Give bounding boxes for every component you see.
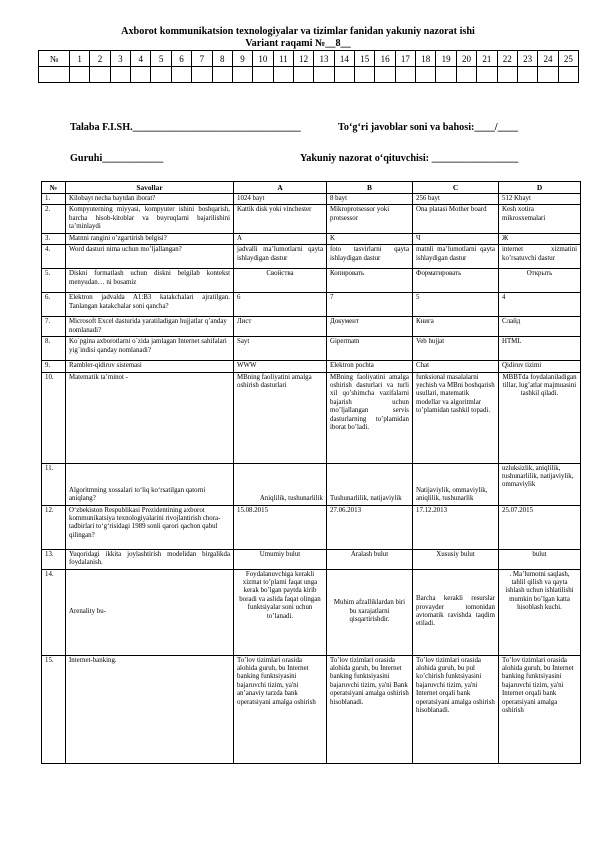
answer-number: 7 — [192, 51, 212, 67]
answer-cell[interactable] — [538, 67, 558, 83]
question-number: 11. — [42, 463, 66, 505]
answer-cell[interactable] — [375, 67, 395, 83]
option-a[interactable]: jadvalli ma’lumotlarni qayta ishlaydigan dastur — [234, 245, 327, 269]
option-d[interactable]: MBBTda foydalaniladigan tillar, lug’atlar majmuasini tashkil qiladi. — [499, 372, 581, 463]
option-c[interactable]: Форматировать — [413, 269, 499, 293]
answer-cell[interactable] — [314, 67, 334, 83]
answer-cell[interactable] — [253, 67, 273, 83]
question-number: 1. — [42, 194, 66, 205]
answer-cell[interactable] — [558, 67, 578, 83]
question-number: 14. — [42, 569, 66, 655]
question-text: Internet-banking. — [66, 655, 234, 763]
questions-table — [41, 181, 581, 764]
answer-cell[interactable] — [416, 67, 436, 83]
option-c[interactable]: 5 — [413, 293, 499, 317]
option-a[interactable]: MBning faoliyatini amalga oshirish dasturlari — [234, 372, 327, 463]
option-b[interactable]: 27.06.2013 — [327, 505, 413, 549]
answer-cell[interactable] — [131, 67, 151, 83]
question-number: 10. — [42, 372, 66, 463]
question-number: 13. — [42, 549, 66, 569]
option-d[interactable]: uzluksizlik, aniqlilik, tushunarlilik, natijaviylik, ommaviylik — [499, 463, 581, 505]
question-row — [42, 549, 581, 569]
answer-cell[interactable] — [39, 67, 70, 83]
option-b[interactable]: Aralash bulut — [327, 549, 413, 569]
answer-number: 21 — [477, 51, 497, 67]
document-title: Axborot kommunikatsion texnologiyalar va tizimlar fanidan yakuniy nazorat ishi — [121, 26, 475, 37]
answer-number: 10 — [253, 51, 273, 67]
option-c[interactable]: Natijaviylik, ommaviylik, aniqlilik, tushunarlik — [413, 463, 499, 505]
group-line: Guruhi____________ — [70, 153, 164, 164]
answer-cell[interactable] — [90, 67, 110, 83]
answer-number: 2 — [90, 51, 110, 67]
answer-number: 9 — [232, 51, 252, 67]
option-d[interactable]: Ж — [499, 233, 581, 244]
answer-number: 13 — [314, 51, 334, 67]
question-text: Matematik ta’minot - — [66, 372, 234, 463]
question-text: O‘zbekiston Respublikasi Prezidentining axborot kommunikatsiya texnologiyalarini rivojlantirish chora-tadbirlari to‘g‘risidagi 1989 sonli qarori qachon qabul qilingan? — [66, 505, 234, 549]
option-d[interactable]: Qidiruv tizimi — [499, 361, 581, 372]
question-text: Word dasturi nima uchun mo’ljallangan? — [66, 245, 234, 269]
answer-cell[interactable] — [171, 67, 191, 83]
answer-number: 5 — [151, 51, 171, 67]
question-number: 3. — [42, 233, 66, 244]
option-b[interactable]: Elektron pochta — [327, 361, 413, 372]
question-text: Arenality bu- — [66, 569, 234, 655]
option-c[interactable]: matnli ma’lumotlarni qayta ishlaydigan dastur — [413, 245, 499, 269]
answer-cell[interactable] — [293, 67, 313, 83]
option-b[interactable]: 8 bayt — [327, 194, 413, 205]
option-d[interactable]: . Ma’lumotni saqlash, tahlil qilish va qayta ishlash uchun ishlatilishi mumkin bo’lgan katta hisoblash kuchi. — [499, 569, 581, 655]
option-a[interactable]: Лист — [234, 317, 327, 337]
option-c[interactable]: Ona platasi Mother board — [413, 205, 499, 233]
option-d[interactable]: HTML — [499, 337, 581, 361]
option-d[interactable]: 4 — [499, 293, 581, 317]
option-b[interactable]: To’lov tizimlari orasida alohida guruh, bu Internet banking funktsiyasini bajaruvchi tizim, ya'ni Bank operatsiyani amalga oshirish hisoblanadi. — [327, 655, 413, 763]
answer-grid — [38, 50, 579, 83]
option-a[interactable]: 6 — [234, 293, 327, 317]
question-row — [42, 372, 581, 463]
option-d[interactable]: Открыть — [499, 269, 581, 293]
answer-cell[interactable] — [395, 67, 415, 83]
answer-number: 17 — [395, 51, 415, 67]
option-a[interactable]: Sayt — [234, 337, 327, 361]
option-c[interactable]: Barcha kerakli resurslar provayder tomonidan avtomatik ravishda taqdim etiladi. — [413, 569, 499, 655]
question-row — [42, 505, 581, 549]
answer-number: 3 — [110, 51, 130, 67]
option-c[interactable]: To’lov tizimlari orasida alohida guruh, bu pul ko’chirish funktsiyasini bajaruvchi tizim, ya'ni Internet orqali bank operatsiyani amalga oshirish hisoblanadi. — [413, 655, 499, 763]
answer-number: 22 — [497, 51, 517, 67]
option-b[interactable]: Tushunarlilik, natijaviylik — [327, 463, 413, 505]
option-d[interactable]: bulut — [499, 549, 581, 569]
col-header-b: B — [327, 182, 413, 194]
question-row — [42, 205, 581, 233]
answer-cell[interactable] — [273, 67, 293, 83]
answer-grid-label: № — [39, 51, 70, 67]
answer-number: 14 — [334, 51, 354, 67]
question-text: Yuqoridagi ikkita joylashtirish modelidan birgalikda foydalanish. — [66, 549, 234, 569]
answer-cell[interactable] — [456, 67, 476, 83]
option-a[interactable]: Foydalanuvchiga kerakli xizmat to’plami faqat unga kerak bo’lgan paytda kirib boradi va aslida faqat olingan funktsiyalar soni uchun to’lanadi. — [234, 569, 327, 655]
question-text: Matnni rangini o’zgartirish belgisi? — [66, 233, 234, 244]
option-d[interactable]: To’lov tizimlari orasida alohida guruh, bu Internet banking funktsiyasini bajaruvchi tizim, ya'ni Internet orqali bank operatsiyani amalga oshirish — [499, 655, 581, 763]
option-c[interactable]: Ч — [413, 233, 499, 244]
option-d[interactable]: 512 Kbayt — [499, 194, 581, 205]
col-header-a: A — [234, 182, 327, 194]
question-text: Elektron jadvalda A1:B3 katakchalari ajratilgan. Tanlangan katakchalar soni qancha? — [66, 293, 234, 317]
question-text: Kilobayt necha baytdan iborat? — [66, 194, 234, 205]
option-a[interactable]: To’lov tizimlari orasida alohida guruh, bu Internet banking funktsiyasini bajaruvchi tizim, ya'ni an’anaviy tarzda bank operatsiyani amalga oshirish — [234, 655, 327, 763]
question-number: 15. — [42, 655, 66, 763]
question-number: 2. — [42, 205, 66, 233]
answer-cell[interactable] — [70, 67, 90, 83]
question-row — [42, 337, 581, 361]
option-b[interactable]: K — [327, 233, 413, 244]
student-name-line: Talaba F.I.SH._________________________________ — [70, 122, 301, 133]
option-c[interactable]: Xususiy bulut — [413, 549, 499, 569]
option-a[interactable]: 15.08.2015 — [234, 505, 327, 549]
question-number: 6. — [42, 293, 66, 317]
option-a[interactable]: Umumiy bulut — [234, 549, 327, 569]
option-d[interactable]: 25.07.2015 — [499, 505, 581, 549]
question-row — [42, 194, 581, 205]
question-text: Rambler-qidiruv sistemasi — [66, 361, 234, 372]
option-a[interactable]: Kattik disk yoki vinchester — [234, 205, 327, 233]
option-c[interactable]: Chat — [413, 361, 499, 372]
question-number: 8. — [42, 337, 66, 361]
option-c[interactable]: funksional masalalarni yechish va MBni boshqarish usullari, matematik modellar va algoritmlar to’plamidan tashkil topadi. — [413, 372, 499, 463]
question-number: 12. — [42, 505, 66, 549]
answer-number: 24 — [538, 51, 558, 67]
answer-cell[interactable] — [110, 67, 130, 83]
option-b[interactable]: Muhim afzalliklardan biri bu xarajatlarni qisqartirishdir. — [327, 569, 413, 655]
option-b[interactable]: Mikroprotsessor yoki protsessor — [327, 205, 413, 233]
answer-number: 18 — [416, 51, 436, 67]
answer-cell[interactable] — [436, 67, 456, 83]
answer-cell[interactable] — [192, 67, 212, 83]
question-number: 7. — [42, 317, 66, 337]
col-header-number: № — [42, 182, 66, 194]
option-c[interactable]: 256 bayt — [413, 194, 499, 205]
question-text: Microsoft Excel dasturida yaratiladigan hujjatlar q’anday nomlanadi? — [66, 317, 234, 337]
answer-number: 19 — [436, 51, 456, 67]
question-text: Algoritmning xossalari to‘liq ko‘rsatilgan qatorni aniqlang? — [66, 463, 234, 505]
option-a[interactable]: A — [234, 233, 327, 244]
option-d[interactable]: Kesh xotira mikrosxemalari — [499, 205, 581, 233]
question-row — [42, 317, 581, 337]
col-header-c: C — [413, 182, 499, 194]
variant-number: Variant raqami №__8__ — [245, 38, 351, 49]
option-b[interactable]: Копировать — [327, 269, 413, 293]
answer-cell[interactable] — [212, 67, 232, 83]
option-b[interactable]: 7 — [327, 293, 413, 317]
answer-number: 16 — [375, 51, 395, 67]
teacher-line: Yakuniy nazorat o‘qituvchisi: _________________ — [300, 153, 519, 164]
question-number: 4. — [42, 245, 66, 269]
option-c[interactable]: Книга — [413, 317, 499, 337]
option-a[interactable]: 1024 bayt — [234, 194, 327, 205]
question-text: Kompyuterning miyyasi, kompyuter ishini boshqarish, barcha hisob-kitoblar va buyruqlarni bajarilishini ta’minlaydi — [66, 205, 234, 233]
question-row — [42, 361, 581, 372]
col-header-d: D — [499, 182, 581, 194]
score-line: To‘g‘ri javoblar soni va bahosi:____/____ — [338, 122, 519, 133]
option-d[interactable]: Слайд — [499, 317, 581, 337]
option-b[interactable]: Документ — [327, 317, 413, 337]
question-row — [42, 293, 581, 317]
answer-number: 8 — [212, 51, 232, 67]
option-b[interactable]: foto tasvirlarni qayta ishlaydigan dastur — [327, 245, 413, 269]
answer-cell[interactable] — [497, 67, 517, 83]
col-header-questions: Savollar — [66, 182, 234, 194]
question-row — [42, 245, 581, 269]
answer-number: 12 — [293, 51, 313, 67]
option-c[interactable]: Veb hujjat — [413, 337, 499, 361]
question-row — [42, 569, 581, 655]
answer-number: 4 — [131, 51, 151, 67]
option-b[interactable]: MBning faoliyatini amalga oshirish dasturlari va turli xil qo’shimcha vazifalarni bajarish uchun mo’ljallangan servis dasturlarning to’plamidan iborat bo’ladi. — [327, 372, 413, 463]
question-row — [42, 655, 581, 763]
question-text: Ko`pgina axborotlarni o`zida jamlagan Internet sahifalari yig`indisi qanday nomlanadi? — [66, 337, 234, 361]
option-a[interactable]: Свойства — [234, 269, 327, 293]
answer-number: 23 — [517, 51, 537, 67]
answer-number: 20 — [456, 51, 476, 67]
answer-cell[interactable] — [151, 67, 171, 83]
answer-number: 25 — [558, 51, 578, 67]
answer-number: 11 — [273, 51, 293, 67]
question-number: 9. — [42, 361, 66, 372]
answer-cell[interactable] — [355, 67, 375, 83]
question-row — [42, 463, 581, 505]
answer-cell[interactable] — [517, 67, 537, 83]
option-c[interactable]: 17.12.2013 — [413, 505, 499, 549]
question-number: 5. — [42, 269, 66, 293]
table-header-row — [42, 182, 581, 194]
answer-cell[interactable] — [232, 67, 252, 83]
option-a[interactable]: WWW — [234, 361, 327, 372]
answer-number: 1 — [70, 51, 90, 67]
answer-number: 15 — [355, 51, 375, 67]
answer-cell[interactable] — [334, 67, 354, 83]
answer-number: 6 — [171, 51, 191, 67]
answer-cell[interactable] — [477, 67, 497, 83]
option-a[interactable]: Aniqlilik, tushunarlilik — [234, 463, 327, 505]
option-b[interactable]: Gipermatn — [327, 337, 413, 361]
question-text: Diskni formatlash uchun diskni belgilab kontekst menyudan… ni bosamiz — [66, 269, 234, 293]
question-row — [42, 269, 581, 293]
question-row — [42, 233, 581, 244]
option-d[interactable]: internet xizmatini ko’rsatuvchi dastur — [499, 245, 581, 269]
